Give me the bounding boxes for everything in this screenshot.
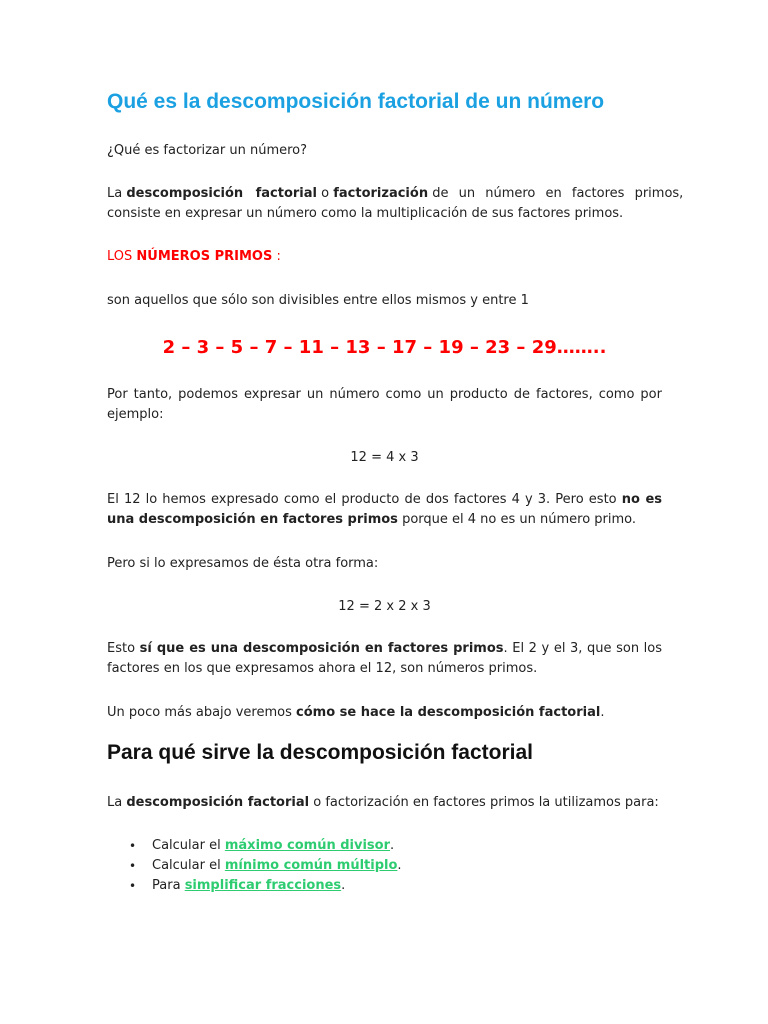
list-item-suffix: .: [390, 838, 395, 853]
explanation-1-text2: porque el 4 no es un número primo.: [402, 512, 637, 527]
mas-abajo-text2: .: [600, 705, 605, 720]
list-item-prefix: Calcular el: [152, 838, 221, 853]
uses-intro-suffix: o factorización en factores primos la utilizamos para:: [313, 795, 659, 810]
definition-term-descomposicion: descomposición: [126, 186, 244, 201]
por-tanto-paragraph: Por tanto, podemos expresar un número como un producto de factores, como por ejemplo:: [107, 387, 662, 422]
definition-term-factorial: factorial: [255, 186, 317, 201]
explanation-2-text1: Esto: [107, 641, 136, 656]
mas-abajo-paragraph: [107, 703, 662, 723]
explanation-1-text1: El 12 lo hemos expresado como el producto de dos factores 4 y 3. Pero esto: [107, 492, 617, 507]
question-text: ¿Qué es factorizar un número?: [107, 143, 308, 158]
otra-forma-text: Pero si lo expresamos de ésta otra forma:: [107, 556, 379, 571]
list-item-prefix: Para: [152, 878, 181, 893]
primes-definition: son aquellos que sólo son divisibles entre ellos mismos y entre 1: [107, 293, 529, 308]
page-title: Qué es la descomposición factorial de un número: [107, 90, 605, 113]
definition-rest: de un número en factores primos,: [432, 186, 684, 201]
explanation-1-paragraph: [107, 490, 662, 530]
uses-intro-bold: descomposición factorial: [126, 795, 310, 810]
uses-list: [107, 836, 402, 896]
uses-intro-prefix: La: [107, 795, 123, 810]
link-maximo-comun-divisor[interactable]: máximo común divisor: [224, 838, 391, 853]
definition-line-1: [107, 184, 684, 204]
equation-2: 12 = 2 x 2 x 3: [338, 599, 431, 614]
uses-intro: [107, 793, 662, 813]
primes-heading-bold: NÚMEROS PRIMOS: [136, 249, 273, 264]
primes-list: 2 – 3 – 5 – 7 – 11 – 13 – 17 – 19 – 23 – 29……..: [162, 337, 607, 358]
list-item-suffix: .: [397, 858, 402, 873]
list-item-prefix: Calcular el: [152, 858, 221, 873]
list-item: [107, 856, 402, 876]
definition-paragraph: [107, 184, 684, 224]
explanation-2-text2: . El 2 y el 3, que son los factores en los que expresamos ahora el 12, son números primos.: [107, 641, 662, 676]
bullet-icon: •: [129, 839, 137, 853]
list-item: [107, 836, 402, 856]
list-item-suffix: .: [341, 878, 346, 893]
equation-1: 12 = 4 x 3: [350, 450, 419, 465]
definition-prefix: La: [107, 186, 123, 201]
bullet-icon: •: [129, 879, 137, 893]
explanation-1-bold: no es una descomposición en factores primos: [107, 492, 662, 527]
primes-heading-colon: :: [276, 249, 281, 264]
explanation-2-bold: sí que es una descomposición en factores primos: [139, 641, 504, 656]
mas-abajo-text1: Un poco más abajo veremos: [107, 705, 292, 720]
explanation-2-paragraph: [107, 639, 662, 679]
mas-abajo-bold: cómo se hace la descomposición factorial: [296, 705, 601, 720]
link-simplificar-fracciones[interactable]: simplificar fracciones: [184, 878, 342, 893]
bullet-icon: •: [129, 859, 137, 873]
definition-line-2: consiste en expresar un número como la multiplicación de sus factores primos.: [107, 206, 624, 221]
list-item: [107, 876, 402, 896]
primes-heading: [107, 247, 662, 267]
definition-term-factorizacion: factorización: [333, 186, 429, 201]
section-2-title: Para qué sirve la descomposición factorial: [107, 741, 533, 764]
definition-or: o: [321, 186, 330, 201]
primes-heading-prefix: LOS: [107, 249, 133, 264]
link-minimo-comun-multiplo[interactable]: mínimo común múltiplo: [224, 858, 398, 873]
